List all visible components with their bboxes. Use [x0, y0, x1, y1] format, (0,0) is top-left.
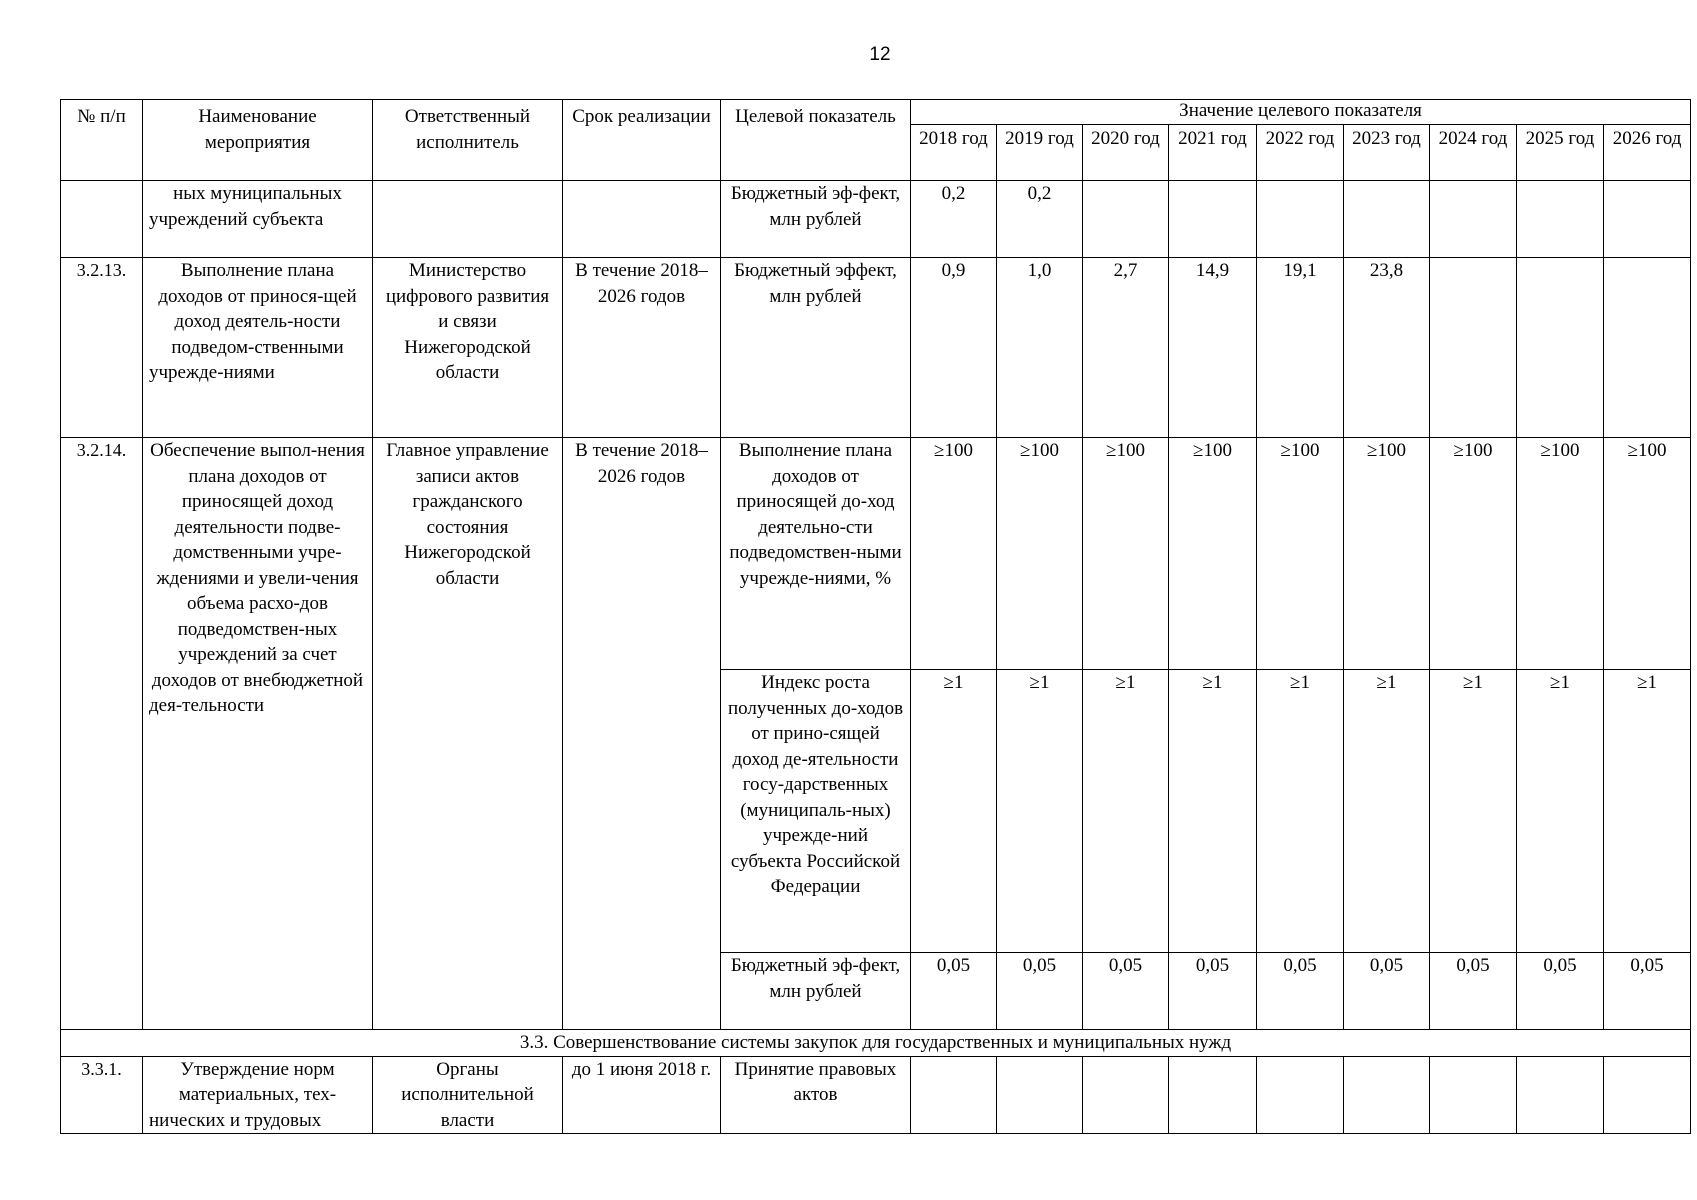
header-num: № п/п — [61, 100, 143, 181]
value-cell — [1344, 181, 1430, 258]
value-cell — [1517, 258, 1604, 438]
row-number: 3.2.14. — [61, 438, 143, 1030]
value-cell — [1344, 1056, 1430, 1134]
value-cell: 0,9 — [911, 258, 997, 438]
value-cell: 0,2 — [911, 181, 997, 258]
value-cell: ≥100 — [997, 438, 1083, 670]
page-number: 12 — [869, 44, 891, 65]
value-cell: 19,1 — [1257, 258, 1344, 438]
value-cell — [1430, 1056, 1517, 1134]
table-row — [61, 1056, 1691, 1134]
section-title: 3.3. Совершенствование системы закупок для государственных и муниципальных нужд — [61, 1030, 1691, 1057]
value-cell — [1083, 1056, 1169, 1134]
row-indicator: Принятие правовых актов — [721, 1056, 911, 1134]
row-indicator: Бюджетный эф-фект, млн рублей — [721, 181, 911, 258]
value-cell: ≥100 — [1604, 438, 1691, 670]
header-year-2019: 2019 год — [997, 125, 1083, 181]
header-year-2022: 2022 год — [1257, 125, 1344, 181]
value-cell: 0,05 — [1257, 953, 1344, 1030]
table-row — [61, 258, 1691, 438]
value-cell: 0,05 — [1430, 953, 1517, 1030]
value-cell — [1604, 181, 1691, 258]
value-cell: ≥100 — [1257, 438, 1344, 670]
value-cell: 0,05 — [1083, 953, 1169, 1030]
value-cell: 23,8 — [1344, 258, 1430, 438]
value-cell: 0,05 — [997, 953, 1083, 1030]
header-year-2021: 2021 год — [1169, 125, 1257, 181]
row-name: Утверждение норм материальных, тех-нических и трудовых — [143, 1056, 373, 1134]
value-cell: ≥100 — [1430, 438, 1517, 670]
value-cell: 1,0 — [997, 258, 1083, 438]
value-cell: ≥100 — [1344, 438, 1430, 670]
row-executor: Органы исполнительной власти — [373, 1056, 563, 1134]
row-period: В течение 2018–2026 годов — [563, 258, 721, 438]
row-period: В течение 2018–2026 годов — [563, 438, 721, 1030]
row-period — [563, 181, 721, 258]
section-row — [61, 1030, 1691, 1057]
row-number: 3.2.13. — [61, 258, 143, 438]
value-cell: 2,7 — [1083, 258, 1169, 438]
header-values-group: Значение целевого показателя — [911, 100, 1691, 125]
value-cell — [1430, 181, 1517, 258]
measures-table — [60, 99, 1691, 1134]
value-cell — [1604, 1056, 1691, 1134]
row-name: ных муниципальных учреждений субъекта — [143, 181, 373, 258]
value-cell: ≥1 — [1169, 670, 1257, 953]
header-year-2023: 2023 год — [1344, 125, 1430, 181]
value-cell: ≥1 — [1604, 670, 1691, 953]
header-year-2025: 2025 год — [1517, 125, 1604, 181]
value-cell — [1604, 258, 1691, 438]
value-cell: 0,05 — [1517, 953, 1604, 1030]
value-cell: 0,05 — [1169, 953, 1257, 1030]
row-indicator: Бюджетный эффект, млн рублей — [721, 258, 911, 438]
header-row — [61, 100, 1691, 125]
value-cell — [997, 1056, 1083, 1134]
value-cell — [1430, 258, 1517, 438]
table-row — [61, 181, 1691, 258]
value-cell: ≥100 — [1517, 438, 1604, 670]
value-cell — [1257, 181, 1344, 258]
value-cell: ≥1 — [1257, 670, 1344, 953]
header-year-2020: 2020 год — [1083, 125, 1169, 181]
value-cell — [1169, 1056, 1257, 1134]
header-period: Срок реализации — [563, 100, 721, 181]
value-cell: ≥1 — [1517, 670, 1604, 953]
value-cell: ≥1 — [997, 670, 1083, 953]
table-row — [61, 438, 1691, 670]
value-cell — [1169, 181, 1257, 258]
value-cell: 0,05 — [1344, 953, 1430, 1030]
header-year-2024: 2024 год — [1430, 125, 1517, 181]
value-cell: 14,9 — [1169, 258, 1257, 438]
value-cell: ≥100 — [1169, 438, 1257, 670]
row-number: 3.3.1. — [61, 1056, 143, 1134]
value-cell: 0,2 — [997, 181, 1083, 258]
value-cell: ≥1 — [1430, 670, 1517, 953]
header-name: Наименование мероприятия — [143, 100, 373, 181]
header-indicator: Целевой показатель — [721, 100, 911, 181]
row-indicator: Индекс роста полученных до-ходов от прино-сящей доход де-ятельности госу-дарственных (муниципаль-ных) учрежде-ний субъекта Российской Федерации — [721, 670, 911, 953]
value-cell — [1517, 1056, 1604, 1134]
value-cell: 0,05 — [1604, 953, 1691, 1030]
value-cell — [1517, 181, 1604, 258]
row-period: до 1 июня 2018 г. — [563, 1056, 721, 1134]
header-year-2026: 2026 год — [1604, 125, 1691, 181]
row-executor: Главное управление записи актов гражданского состояния Нижегородской области — [373, 438, 563, 1030]
row-number — [61, 181, 143, 258]
value-cell — [911, 1056, 997, 1134]
header-executor: Ответственный исполнитель — [373, 100, 563, 181]
value-cell: ≥1 — [911, 670, 997, 953]
row-name: Выполнение плана доходов от принося-щей доход деятель-ности подведом-ственными учрежде-ниями — [143, 258, 373, 438]
row-name: Обеспечение выпол-нения плана доходов от приносящей доход деятельности подве-домственными учре-ждениями и увели-чения объема расхо-дов подведомствен-ных учреждений за счет доходов от внебюджетной дея-тельности — [143, 438, 373, 1030]
row-indicator: Бюджетный эф-фект, млн рублей — [721, 953, 911, 1030]
row-indicator: Выполнение плана доходов от приносящей до-ход деятельно-сти подведомствен-ными учрежде-ниями, % — [721, 438, 911, 670]
value-cell: 0,05 — [911, 953, 997, 1030]
value-cell: ≥100 — [1083, 438, 1169, 670]
value-cell: ≥100 — [911, 438, 997, 670]
header-year-2018: 2018 год — [911, 125, 997, 181]
row-executor — [373, 181, 563, 258]
value-cell — [1083, 181, 1169, 258]
value-cell: ≥1 — [1083, 670, 1169, 953]
value-cell — [1257, 1056, 1344, 1134]
value-cell: ≥1 — [1344, 670, 1430, 953]
row-executor: Министерство цифрового развития и связи Нижегородской области — [373, 258, 563, 438]
